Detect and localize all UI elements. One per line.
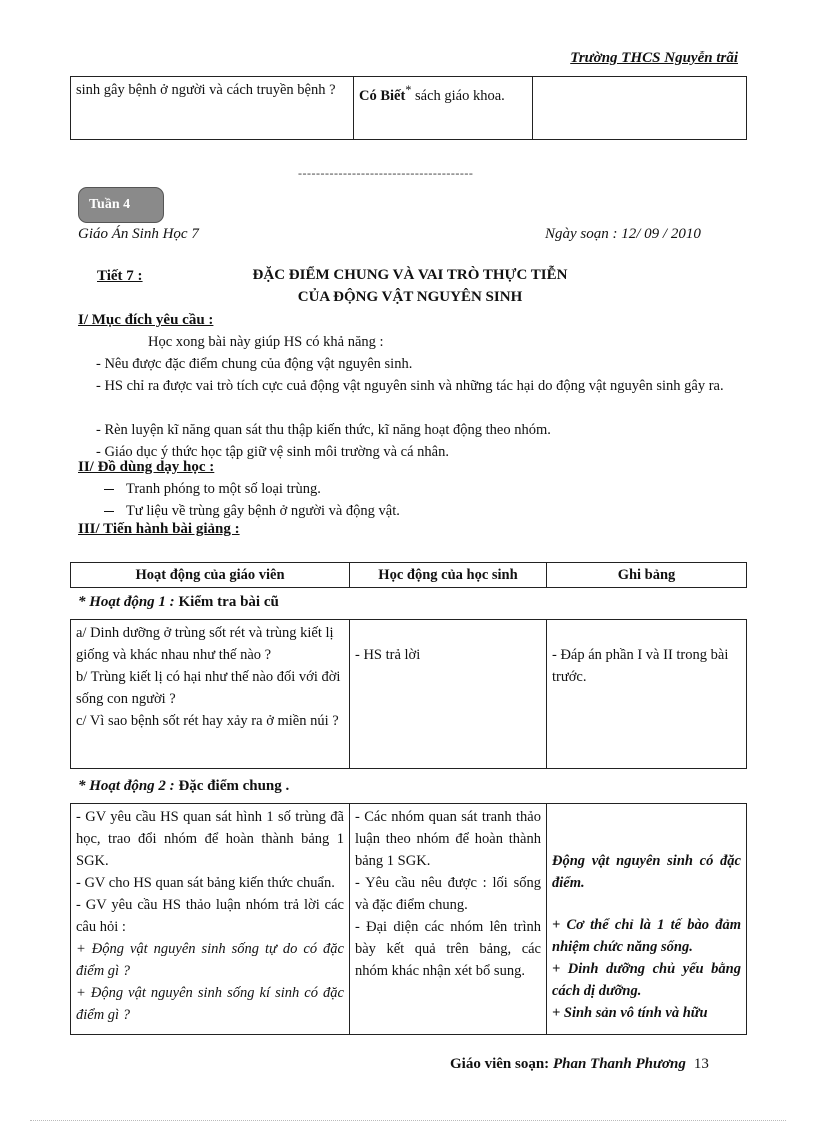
teacher-cell [71, 804, 350, 1035]
student-step: - Yêu cầu nêu được : lối sống và đặc điểm chung. [355, 875, 541, 913]
asterisk: * [405, 83, 412, 97]
week-badge: Tuần 4 [78, 187, 164, 223]
objective-item: - HS chỉ ra được vai trò tích cực cuả động vật nguyên sinh và những tác hại do động vật nguyên sinh gây ra. [96, 378, 724, 394]
material-item [104, 500, 400, 522]
cell-text: sách giáo khoa. [411, 87, 505, 104]
subject-label: Giáo Án Sinh Học 7 [78, 226, 199, 242]
activity-title: Đặc điểm chung . [174, 778, 290, 794]
board-cell [547, 804, 747, 1035]
teacher-step: - GV cho HS quan sát bảng kiến thức chuẩn. [76, 875, 335, 891]
objective-item: - Rèn luyện kĩ năng quan sát thu thập kiến thức, kĩ năng hoạt động theo nhóm. [96, 422, 551, 438]
activity-title: Kiểm tra bài cũ [174, 594, 279, 610]
author-label: Giáo viên soạn: [450, 1056, 553, 1072]
columns-header-table [70, 562, 747, 588]
date-label: Ngày soạn : 12/ 09 / 2010 [545, 226, 701, 242]
page-number: 13 [693, 1056, 709, 1072]
page-bottom-border [30, 1120, 786, 1121]
table-cell [533, 77, 747, 140]
question: a/ Dinh dưỡng ở trùng sốt rét và trùng kiết lị giống và khác nhau như thế nào ? [76, 625, 334, 663]
table-cell [354, 77, 533, 140]
lesson-title-line2: CỦA ĐỘNG VẬT NGUYÊN SINH [297, 289, 523, 305]
section-heading-procedure: III/ Tiến hành bài giảng : [78, 521, 240, 537]
objective-item: - Nêu được đặc điểm chung của động vật nguyên sinh. [96, 356, 413, 372]
activity2-table [70, 803, 747, 1035]
teacher-cell [71, 620, 350, 769]
teacher-question: + Động vật nguyên sinh sống kí sinh có đặc điểm gì ? [76, 985, 344, 1023]
objective-item: - Giáo dục ý thức học tập giữ vệ sinh môi trường và cá nhân. [96, 444, 449, 460]
lesson-title-line1: ĐẶC ĐIỂM CHUNG VÀ VAI TRÒ THỰC TIỄN [252, 267, 568, 283]
teacher-question: + Động vật nguyên sinh sống tự do có đặc điểm gì ? [76, 941, 344, 979]
material-item [104, 478, 321, 500]
question: c/ Vì sao bệnh sốt rét hay xảy ra ở miền núi ? [76, 713, 339, 729]
table-cell: sinh gây bệnh ở người và cách truyền bệnh ? [71, 77, 354, 140]
board-cell: - Đáp án phần I và II trong bài trước. [547, 620, 747, 769]
teacher-step: - GV yêu cầu HS thảo luận nhóm trả lời các câu hỏi : [76, 897, 344, 935]
activity1-heading [78, 594, 279, 611]
column-header-teacher: Hoạt động của giáo viên [71, 563, 350, 588]
lesson-number: Tiết 7 : [97, 268, 143, 284]
student-step: - Đại diện các nhóm lên trình bày kết quả trên bảng, các nhóm khác nhận xét bổ sung. [355, 919, 541, 979]
board-point: + Cơ thể chỉ là 1 tế bào đảm nhiệm chức năng sống. [552, 917, 741, 955]
student-step: - Các nhóm quan sát tranh thảo luận theo nhóm để hoàn thành bảng 1 SGK. [355, 809, 541, 869]
activity2-heading [78, 778, 289, 795]
section-heading-materials: II/ Đồ dùng dạy học : [78, 459, 215, 475]
separator: --------------------------------------- [298, 166, 474, 180]
objectives-intro: Học xong bài này giúp HS có khả năng : [148, 334, 384, 350]
material-text: Tư liệu về trùng gây bệnh ở người và động vật. [126, 503, 400, 519]
board-point: + Dinh dưỡng chủ yếu bằng cách dị dưỡng. [552, 961, 741, 999]
dash-bullet [104, 489, 114, 490]
student-cell: - HS trả lời [350, 620, 547, 769]
previous-lesson-table [70, 76, 747, 140]
teacher-step: - GV yêu cầu HS quan sát hình 1 số trùng đã học, trao đổi nhóm để hoàn thành bảng 1 SGK. [76, 809, 344, 869]
question: b/ Trùng kiết lị có hại như thế nào đối với đời sống con người ? [76, 669, 341, 707]
activity-label: * Hoạt động 2 : [78, 778, 175, 794]
column-header-board: Ghi bảng [547, 563, 747, 588]
material-text: Tranh phóng to một số loại trùng. [126, 481, 321, 497]
footer [450, 1056, 709, 1073]
student-cell [350, 804, 547, 1035]
school-name: Trường THCS Nguyễn trãi [570, 50, 738, 66]
bold-text: Có Biết [359, 87, 406, 104]
board-point: + Sinh sản vô tính và hữu [552, 1005, 708, 1021]
board-heading: Động vật nguyên sinh có đặc điểm. [552, 853, 741, 891]
column-header-student: Học động của học sinh [350, 563, 547, 588]
activity-label: * Hoạt động 1 : [78, 594, 175, 610]
activity1-table [70, 619, 747, 769]
dash-bullet [104, 511, 114, 512]
section-heading-objectives: I/ Mục đích yêu cầu : [78, 312, 214, 328]
author-name: Phan Thanh Phương [552, 1056, 686, 1072]
